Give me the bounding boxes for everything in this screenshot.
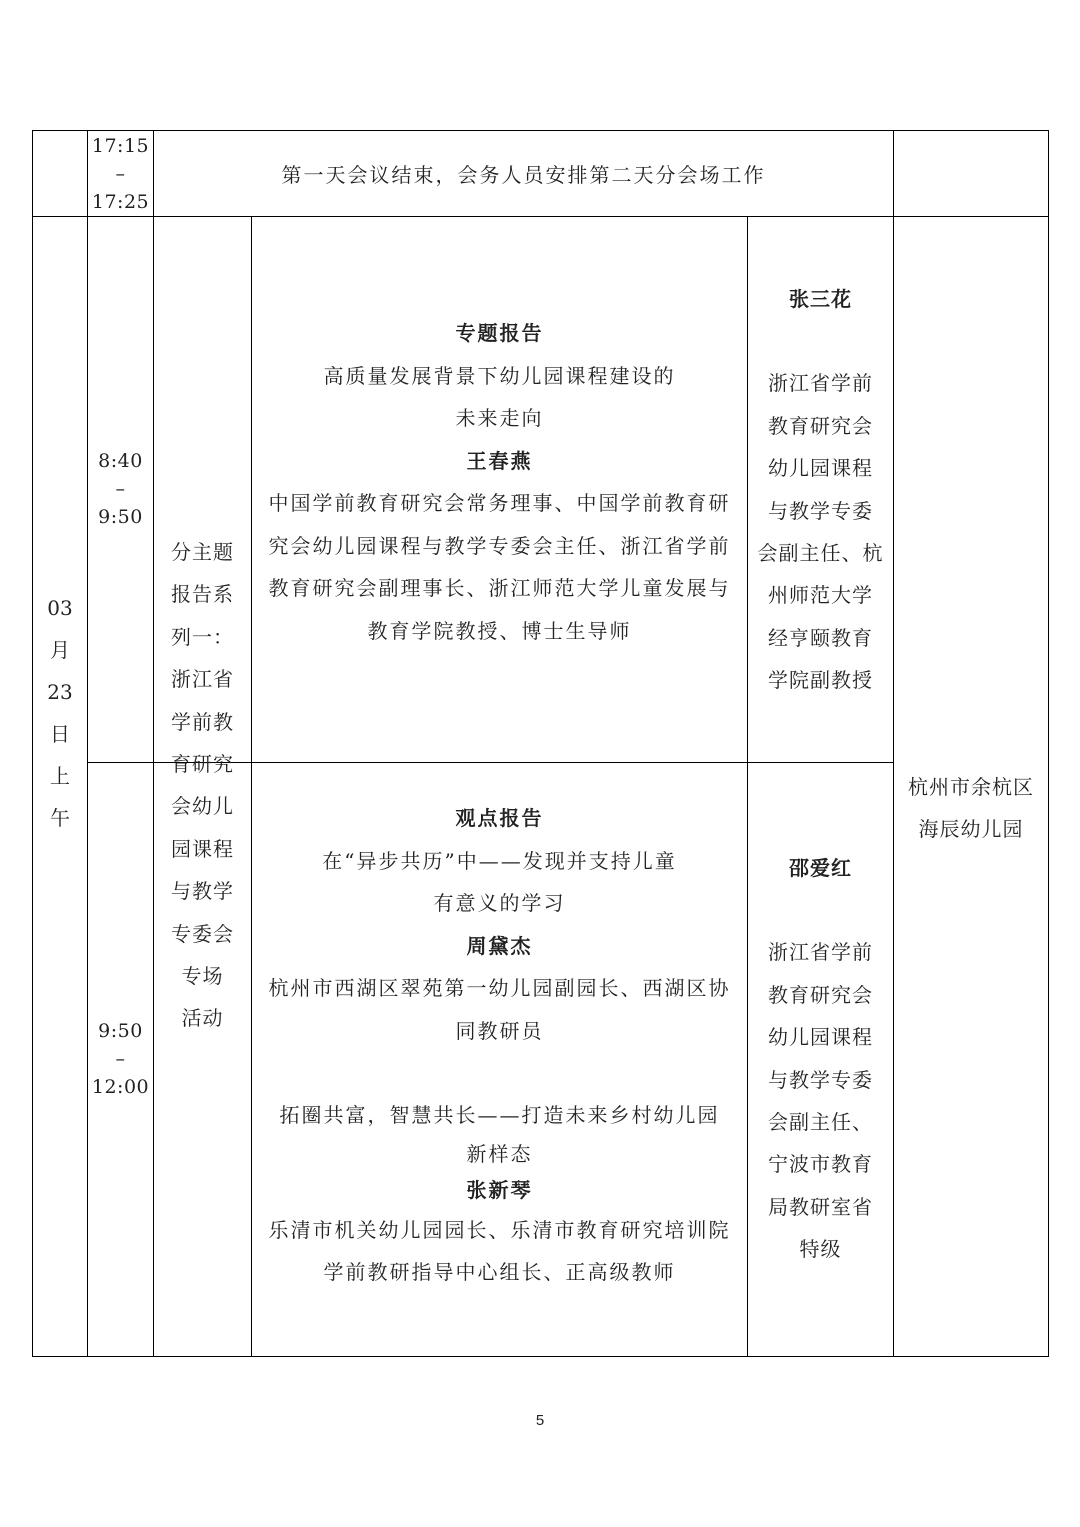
talk2-bio-line: 乐清市机关幼儿园园长、乐清市教育研究培训院 [268,1217,731,1242]
row-divider [32,216,1049,217]
host-name: 邵爱红 [789,856,852,880]
talk1-bio-line: 同教研员 [455,1018,544,1043]
talk1-speaker: 周黛杰 [466,933,533,958]
report-title-line: 高质量发展背景下幼儿园课程建设的 [323,363,676,388]
slot1-content [252,312,747,652]
talk2-bio-line: 学前教研指导中心组长、正高级教师 [323,1260,676,1284]
session-label: 分主题 报告系 列一： 浙江省 学前教 育研究 会幼儿 园课程 与教学 专委会 专场 活动 [171,540,234,1031]
talk1-title-line: 在“异步共历”中——发现并支持儿童 [322,848,677,873]
speaker-bio-line: 中国学前教育研究会常务理事、中国学前教育研 [268,491,731,515]
slot2-time: 9:50 – 12:00 [91,1020,150,1098]
speaker-name: 王春燕 [466,448,533,473]
speaker-bio-line: 教育研究会副理事长、浙江师范大学儿童发展与 [268,576,731,600]
report-type: 观点报告 [455,806,544,830]
slot1-time: 8:40 – 9:50 [98,450,143,528]
speaker-bio-line: 教育学院教授、博士生导师 [367,618,632,643]
talk1-bio-line: 杭州市西湖区翠苑第一幼儿园副园长、西湖区协 [268,976,731,1000]
table-border-bottom [32,1356,1049,1357]
slot1-host: 张三花 浙江省学前 教育研究会 幼儿园课程 与教学专委 会副主任、杭 州师范大学 经亨颐教育 学院副教授 [748,278,893,702]
column-divider [893,130,894,1357]
slot2-host: 邵爱红 浙江省学前 教育研究会 幼儿园课程 与教学专委 会副主任、 宁波市教育 局教研室省 特级 [748,847,893,1271]
row1-time: 17:15 – 17:25 [91,134,150,213]
table-border-right [1048,130,1049,1357]
report-type: 专题报告 [455,321,544,345]
report-title-line: 未来走向 [455,406,544,430]
day-end-notice: 第一天会议结束，会务人员安排第二天分会场工作 [281,163,766,187]
talk2-title-line: 拓圈共富，智慧共长——打造未来乡村幼儿园 [279,1103,720,1127]
column-divider [87,130,88,1357]
talk2-speaker: 张新琴 [466,1177,533,1202]
venue: 杭州市余杭区 海辰幼儿园 [908,775,1034,841]
talk2-title-line: 新样态 [466,1141,533,1166]
page-number: 5 [535,1412,545,1429]
host-name: 张三花 [789,287,852,311]
slot2-content [252,797,747,1294]
session-date: 03 月 23 日 上 午 [47,596,73,830]
speaker-bio-line: 究会幼儿园课程与教学专委会主任、浙江省学前 [268,533,731,558]
talk1-title-line: 有意义的学习 [433,891,566,915]
